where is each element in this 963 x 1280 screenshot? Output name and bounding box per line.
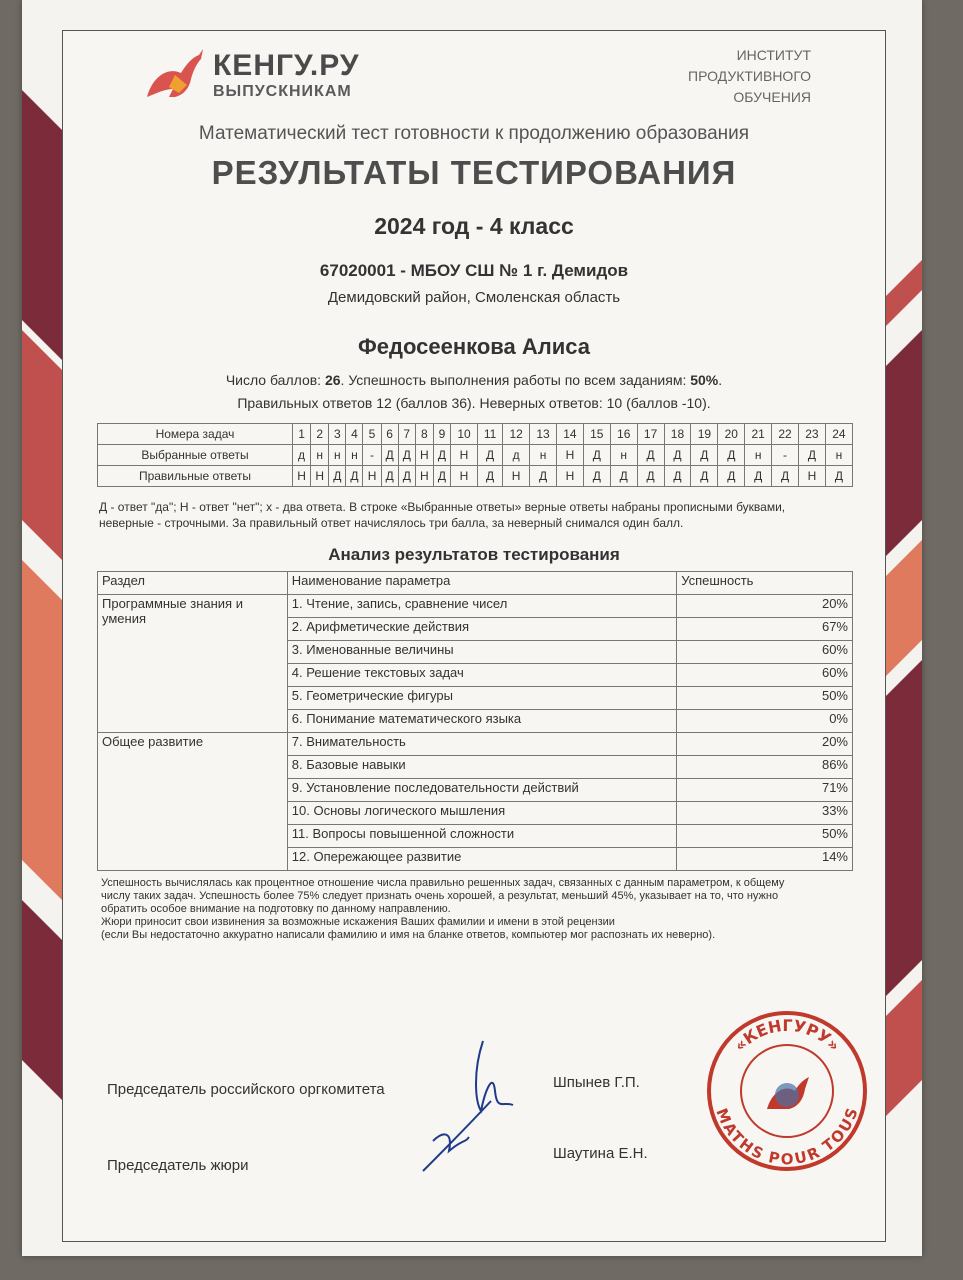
answer-cell: 2 (311, 424, 329, 445)
parameter-success: 71% (677, 779, 853, 802)
answer-cell: 24 (825, 424, 852, 445)
answer-cell: н (530, 445, 557, 466)
answer-cell: Д (718, 466, 745, 487)
answer-cell: 4 (346, 424, 363, 445)
test-subtitle: Математический тест готовности к продолжению образования (198, 123, 750, 144)
answer-cell: Н (451, 466, 478, 487)
school-name: 67020001 - МБОУ СШ № 1 г. Демидов (319, 261, 629, 280)
answer-cell: 15 (583, 424, 610, 445)
answer-cell: Д (691, 445, 718, 466)
school-region: Демидовский район, Смоленская область (327, 289, 621, 306)
answer-cell: Д (691, 466, 718, 487)
parameter-success: 50% (677, 825, 853, 848)
answer-cell: 12 (503, 424, 530, 445)
answer-cell: Д (664, 445, 691, 466)
answer-cell: Н (503, 466, 530, 487)
analysis-header-cell: Наименование параметра (287, 572, 676, 595)
answer-cell: Д (718, 445, 745, 466)
chosen-answers-row (98, 445, 853, 466)
parameter-success: 20% (677, 733, 853, 756)
answer-cell: н (346, 445, 363, 466)
kangaroo-stamp (705, 1009, 869, 1173)
analysis-notes (101, 877, 841, 942)
answer-cell: - (772, 445, 799, 466)
answers-legend (99, 499, 859, 531)
student-name: Федосеенкова Алиса (358, 334, 590, 359)
logo-sub-text: ВЫПУСКНИКАМ (213, 83, 352, 100)
answer-cell: 16 (610, 424, 637, 445)
answer-cell: 3 (329, 424, 346, 445)
answer-cell: Н (363, 466, 381, 487)
parameter-name: 6. Понимание математического языка (287, 710, 676, 733)
parameter-success: 33% (677, 802, 853, 825)
analysis-row (98, 733, 853, 756)
answers-summary: Правильных ответов 12 (баллов 36). Неверных ответов: 10 (баллов -10). (237, 395, 711, 411)
task-numbers-row (98, 424, 853, 445)
section-name: Программные знания и умения (98, 595, 288, 733)
handwritten-signature (403, 1031, 533, 1181)
parameter-success: 86% (677, 756, 853, 779)
parameter-name: 3. Именованные величины (287, 641, 676, 664)
answer-cell: Н (451, 445, 478, 466)
logo-main-text: КЕНГУ.РУ (213, 49, 360, 82)
institute-line: ОБУЧЕНИЯ (733, 89, 811, 105)
parameter-success: 60% (677, 641, 853, 664)
analysis-header-row (98, 572, 853, 595)
answer-cell: Н (556, 445, 583, 466)
signature-name-orgcommittee: Шпынев Г.П. (553, 1074, 640, 1091)
score-points: 26 (324, 372, 341, 388)
kangaroo-logo-icon (139, 45, 209, 103)
answer-cell: Д (398, 445, 415, 466)
answer-cell: Д (433, 445, 450, 466)
answer-cell: 10 (451, 424, 478, 445)
parameter-name: 9. Установление последовательности действий (287, 779, 676, 802)
answer-cell: Д (583, 466, 610, 487)
parameter-success: 60% (677, 664, 853, 687)
analysis-title: Анализ результатов тестирования (328, 545, 620, 564)
note-line: Успешность вычислялась как процентное отношение числа правильно решенных задач, связанных с данным параметром, к общему (101, 877, 785, 889)
parameter-name: 8. Базовые навыки (287, 756, 676, 779)
note-line: (если Вы недостаточно аккуратно написали фамилию и имя на бланке ответов, компьютер мог распознать их неверно). (101, 929, 716, 941)
answer-cell: 21 (745, 424, 772, 445)
answer-cell: н (825, 445, 852, 466)
institute-line: ИНСТИТУТ (736, 47, 811, 63)
answer-cell: Д (530, 466, 557, 487)
answer-cell: Д (346, 466, 363, 487)
answer-cell: Д (329, 466, 346, 487)
analysis-table (97, 571, 853, 871)
answer-cell: 17 (637, 424, 664, 445)
note-line: числу таких задач. Успешность более 75% следует признать очень хорошей, а результат, меньший 45%, указывает на то, что нужно (101, 890, 779, 902)
parameter-name: 12. Опережающее развитие (287, 848, 676, 871)
row-label: Правильные ответы (98, 466, 293, 487)
answer-cell: 23 (798, 424, 825, 445)
answer-cell: 6 (381, 424, 398, 445)
answer-cell: 20 (718, 424, 745, 445)
year-class: 2024 год - 4 класс (374, 213, 574, 239)
legend-line: неверные - строчными. За правильный ответ начислялось три балла, за неверный снимался один балл. (99, 516, 684, 530)
signature-role-orgcommittee: Председатель российского оргкомитета (107, 1081, 385, 1098)
answer-cell: Д (610, 466, 637, 487)
legend-line: Д - ответ "да"; Н - ответ "нет"; х - два ответа. В строке «Выбранные ответы» верные ответы набраны прописными буквами, (99, 500, 786, 514)
parameter-name: 10. Основы логического мышления (287, 802, 676, 825)
answer-cell: Д (477, 466, 502, 487)
parameter-success: 14% (677, 848, 853, 871)
score-percent: 50% (690, 372, 719, 388)
correct-answers-row (98, 466, 853, 487)
answer-cell: Н (293, 466, 311, 487)
answer-cell: - (363, 445, 381, 466)
parameter-name: 11. Вопросы повышенной сложности (287, 825, 676, 848)
score-prefix: Число баллов: (225, 372, 325, 388)
answer-cell: Н (798, 466, 825, 487)
answer-cell: Д (381, 445, 398, 466)
analysis-header-cell: Раздел (98, 572, 288, 595)
answer-cell: 18 (664, 424, 691, 445)
answer-cell: 1 (293, 424, 311, 445)
row-label: Выбранные ответы (98, 445, 293, 466)
answer-cell: д (293, 445, 311, 466)
score-middle: . Успешность выполнения работы по всем заданиям: (340, 372, 691, 388)
parameter-success: 50% (677, 687, 853, 710)
analysis-header-cell: Успешность (677, 572, 853, 595)
signature-name-jury: Шаутина Е.Н. (553, 1145, 648, 1162)
answer-cell: Д (772, 466, 799, 487)
parameter-name: 4. Решение текстовых задач (287, 664, 676, 687)
answer-cell: н (610, 445, 637, 466)
section-name: Общее развитие (98, 733, 288, 871)
answer-cell: Н (311, 466, 329, 487)
answer-cell: 9 (433, 424, 450, 445)
answer-cell: н (745, 445, 772, 466)
parameter-name: 1. Чтение, запись, сравнение чисел (287, 595, 676, 618)
answer-cell: Д (825, 466, 852, 487)
stamp-bottom-text: MATHS POUR TOUS (712, 1105, 862, 1169)
answer-cell: н (329, 445, 346, 466)
parameter-name: 7. Внимательность (287, 733, 676, 756)
answer-cell: д (503, 445, 530, 466)
answer-cell: 7 (398, 424, 415, 445)
answer-cell: 14 (556, 424, 583, 445)
institute-line: ПРОДУКТИВНОГО (688, 68, 811, 84)
analysis-row (98, 595, 853, 618)
answer-cell: Д (398, 466, 415, 487)
signature-role-jury: Председатель жюри (107, 1157, 249, 1174)
answer-cell: Д (637, 466, 664, 487)
score-summary (63, 372, 885, 388)
score-suffix: . (718, 372, 723, 388)
answer-cell: Н (415, 445, 433, 466)
page-title: РЕЗУЛЬТАТЫ ТЕСТИРОВАНИЯ (211, 154, 737, 191)
answer-cell: 13 (530, 424, 557, 445)
parameter-name: 5. Геометрические фигуры (287, 687, 676, 710)
certificate-page (22, 0, 922, 1256)
answer-cell: Д (664, 466, 691, 487)
note-line: обратить особое внимание на подготовку по данному направлению. (101, 903, 451, 915)
parameter-name: 2. Арифметические действия (287, 618, 676, 641)
answer-cell: Н (415, 466, 433, 487)
answer-cell: Д (637, 445, 664, 466)
answer-cell: 19 (691, 424, 718, 445)
institute-name (688, 45, 811, 108)
answer-cell: Д (798, 445, 825, 466)
parameter-success: 20% (677, 595, 853, 618)
answer-cell: Д (477, 445, 502, 466)
answers-table (97, 423, 853, 487)
answer-cell: н (311, 445, 329, 466)
stamp-top-text: «КЕНГУРУ» (730, 1015, 844, 1056)
content-frame (62, 30, 886, 1242)
row-label: Номера задач (98, 424, 293, 445)
answer-cell: 22 (772, 424, 799, 445)
answer-cell: Д (583, 445, 610, 466)
answer-cell: Д (745, 466, 772, 487)
answer-cell: 8 (415, 424, 433, 445)
note-line: Жюри приносит свои извинения за возможные искажения Ваших фамилии и имени в этой рецензии (101, 916, 615, 928)
answer-cell: Н (556, 466, 583, 487)
answer-cell: Д (381, 466, 398, 487)
parameter-success: 0% (677, 710, 853, 733)
answer-cell: Д (433, 466, 450, 487)
parameter-success: 67% (677, 618, 853, 641)
answer-cell: 5 (363, 424, 381, 445)
answer-cell: 11 (477, 424, 502, 445)
